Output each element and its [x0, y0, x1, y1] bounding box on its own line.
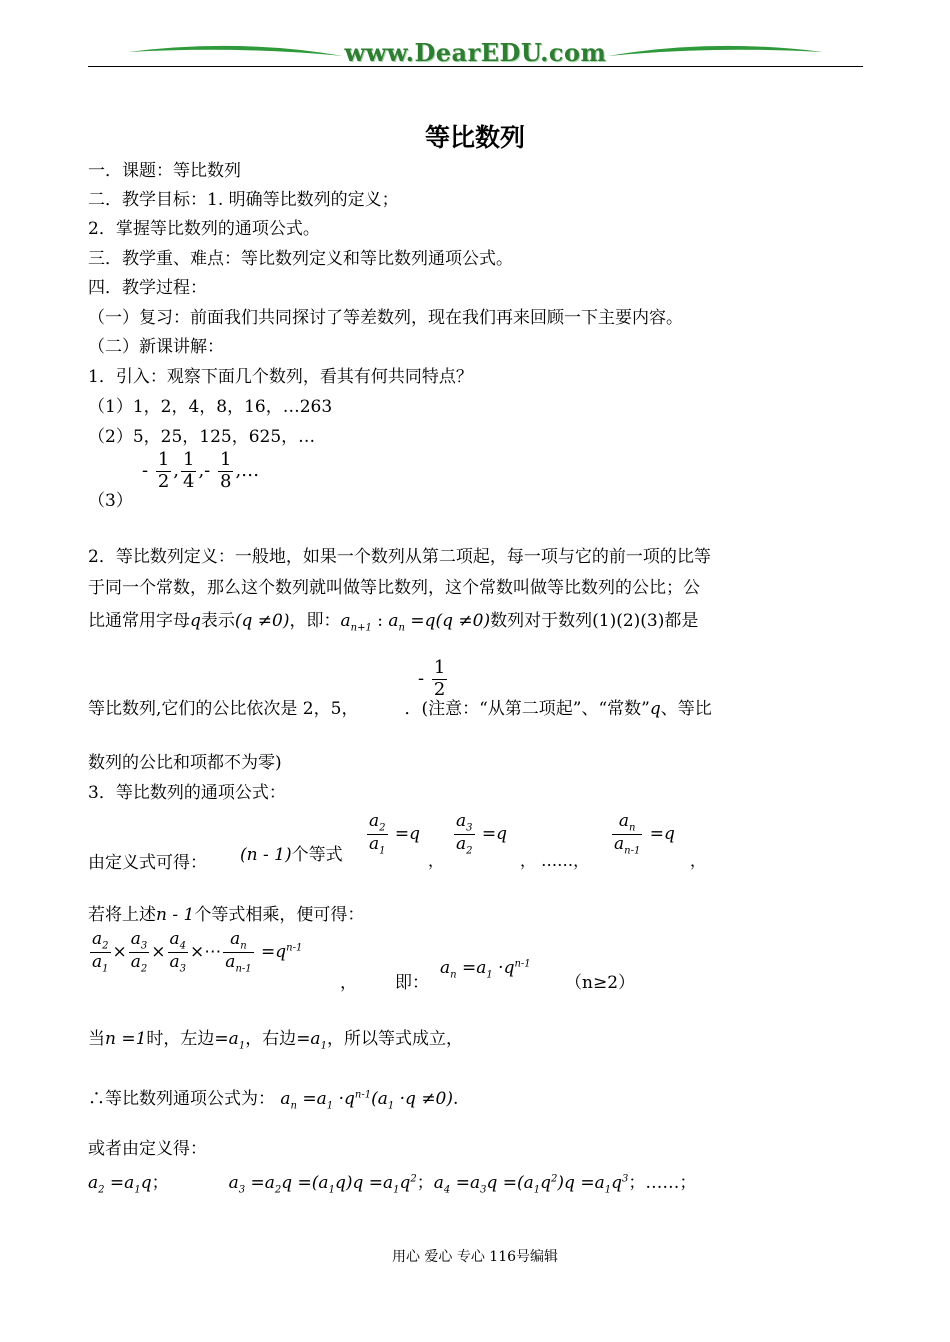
definition-line-4: 等比数列,它们的公比依次是 2，5， ．(注意：“从第二项起”、“常数”q、等比 — [88, 699, 712, 719]
line-new-lesson: （二）新课讲解： — [88, 337, 224, 357]
line-intro: 1．引入：观察下面几个数列，看其有何共同特点？ — [88, 367, 473, 387]
comma: ， — [428, 851, 445, 870]
n-ge-2: （n≥2） — [565, 973, 636, 993]
definition-line-5: 数列的公比和项都不为零) — [88, 753, 282, 773]
product-formula: $\frac{a_2}{a_1}$ × $\frac{a_3}{a_2}$ × $\frac{a_4}{a_3}$ ×⋯ $\frac{a_n}{a_{n-1}}$ $=q^{n-1}$ — [92, 929, 303, 975]
seq-2: （2）5，25，125，625，… — [88, 427, 316, 447]
recursive-terms: $a_2 =a_1q$； $a_3 =a_2q =(a_1q)q =a_1q^2$；$a_4 =a_3q =(a_1q^2)q =a_1q^3$；……； — [88, 1173, 697, 1196]
ratio-eq-n: $\frac{a_n}{a_{n-1}}$ =q — [614, 811, 675, 857]
right-swoosh-icon — [608, 38, 823, 64]
definition-line-3: 比通常用字母q表示(q ≠0)，即：$a_{n+1}$ : $a_n =q(q \ne 0)$数列对于数列(1)(2)(3)都是 — [88, 611, 699, 634]
definition-line-2: 于同一个常数，那么这个数列就叫做等比数列，这个常数叫做等比数列的公比；公 — [88, 578, 700, 598]
formula-heading: 3．等比数列的通项公式： — [88, 783, 286, 803]
line-goal: 二．教学目标：1. 明确等比数列的定义； — [88, 190, 399, 210]
ratio-eq-2: $\frac{a_3}{a_2}$ =q — [456, 811, 508, 857]
header-banner — [88, 30, 863, 70]
general-term-formula: $a_n =a_1 \cdot q^{n-1}$ — [440, 958, 531, 981]
ratio-neg-half: - $\frac{1}{2}$ — [418, 657, 446, 700]
footer: 用心 爱心 专心 116号编辑 — [391, 1249, 559, 1265]
header-rule — [88, 66, 863, 67]
line-keypoints: 三．教学重、难点：等比数列定义和等比数列通项公式。 — [88, 249, 513, 269]
when-n-1-line: 当n =1时，左边$=a_1$，右边$=a_1$，所以等式成立， — [88, 1029, 463, 1052]
comma-end: ， — [690, 851, 707, 870]
line-goal-2: 2．掌握等比数列的通项公式。 — [88, 219, 320, 239]
seq-3-label: （3） — [88, 491, 133, 511]
ratio-eq-1: $\frac{a_2}{a_1}$ =q — [369, 811, 421, 857]
brand-logo: www.DearEDU.com — [344, 38, 607, 67]
seq-3-formula: - $\frac{1}{2}$ , $\frac{1}{4}$ ,- $\frac{1}{8}$ ,… — [142, 449, 260, 492]
comma-2: ， — [340, 973, 357, 993]
line-review: （一）复习：前面我们共同探讨了等差数列，现在我们再来回顾一下主要内容。 — [88, 308, 683, 328]
n-minus-1-equations: (n - 1)个等式 — [240, 845, 343, 865]
seq-1: （1）1，2，4，8，16，…263 — [88, 397, 333, 417]
page-title: 等比数列 — [424, 123, 525, 152]
definition-line-1: 2．等比数列定义：一般地，如果一个数列从第二项起，每一项与它的前一项的比等 — [88, 547, 711, 567]
therefore-line: ∴等比数列通项公式为： $a_n =a_1 \cdot q^{n-1}(a_1 \cdot q \ne 0)$. — [88, 1089, 459, 1112]
line-topic: 一．课题：等比数列 — [88, 161, 241, 181]
ellipsis: ， ……， — [520, 851, 590, 870]
or-by-definition: 或者由定义得： — [88, 1139, 207, 1159]
ji-label: 即： — [395, 973, 429, 993]
from-definition-label: 由定义式可得： — [88, 853, 207, 873]
multiply-line: 若将上述n - 1个等式相乘，便可得： — [88, 905, 365, 925]
line-process: 四．教学过程： — [88, 278, 207, 298]
